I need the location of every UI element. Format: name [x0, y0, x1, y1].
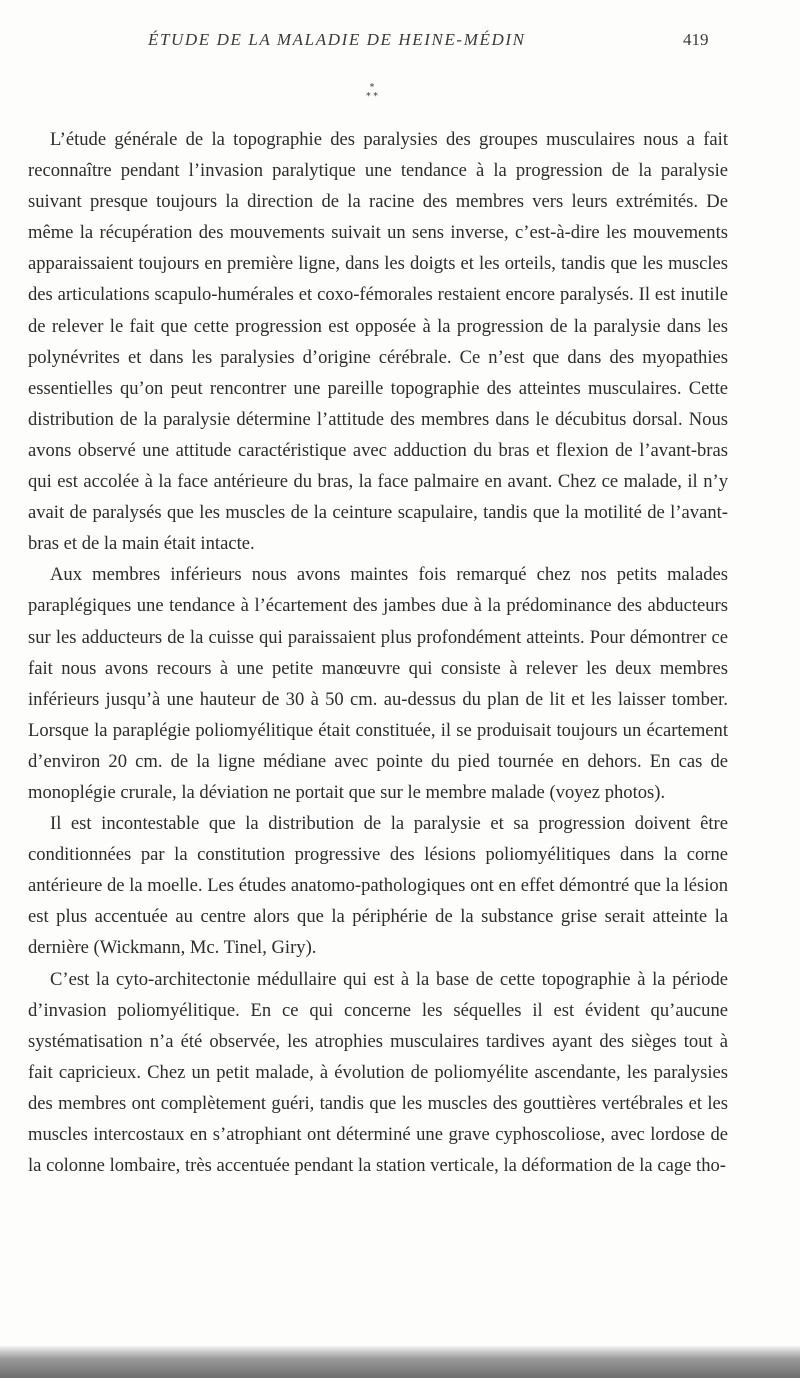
asterism-top: *	[369, 83, 375, 93]
paragraph-cyto-architectonics: C’est la cyto-architectonie médullaire qui est à la base de cette topographie à la période d’invasion poliomyélitique. En ce qui concerne les séquelles il est évident qu’aucune systématisation n’a été observée, les atrophies musculaires tardives ayant des sièges tout à fait capricieux. Chez un petit malade, à évolution de poliomyélite ascendante, les paralysies des membres ont complètement guéri, tandis que les muscles des gouttières vertébrales et les muscles intercostaux en s’atrophiant ont déterminé une grave cyphoscoliose, avec lordose de la colonne lombaire, très accentuée pendant la station verticale, la déformation de la cage tho-	[28, 968, 728, 1177]
page-number: 419	[683, 30, 709, 49]
scan-bottom-edge	[0, 1346, 800, 1378]
asterism-bottom: * *	[366, 92, 378, 102]
asterism-separator	[352, 84, 392, 110]
running-head	[0, 30, 800, 54]
running-title: ÉTUDE DE LA MALADIE DE HEINE-MÉDIN	[148, 30, 526, 49]
paragraph-distribution: Il est incontestable que la distribution de la paralysie et sa progression doivent être conditionnées par la constitution progressive des lésions poliomyélitiques dans la corne antérieure de la moelle. Les études anatomo-pathologiques ont en effet démontré que la lésion est plus accentuée au centre alors que la périphérie de la substance grise serait atteinte la dernière (Wickmann, Mc. Tinel, Giry).	[28, 813, 728, 959]
paragraph-topography: L’étude générale de la topographie des paralysies des groupes musculaires nous a fait reconnaître pendant l’invasion paralytique une tendance à la progression de la paralysie suivant presque toujours la direction de la racine des membres vers leurs extrémités. De même la récupération des mouvements suivait un sens inverse, c’est-à-dire les mouvements apparaissaient toujours en première ligne, dans les doigts et les orteils, tandis que les muscles des articulations scapulo-humérales et coxo-fémorales restaient encore paralysés. Il est inutile de relever le fait que cette progression est opposée à la progression de la paralysie dans les polynévrites et dans les paralysies d’origine cérébrale. Ce n’est que dans des myopathies essentielles qu’on peut rencontrer une pareille topographie des atteintes musculaires. Cette distribution de la paralysie détermine l’attitude des membres dans le décubitus dorsal. Nous avons observé une attitude caractéristique avec adduction du bras et flexion de l’avant-bras qui est accolée à la face antérieure du bras, la face palmaire en avant. Chez ce malade, il n’y avait de paralysés que les muscles de la ceinture scapulaire, tandis que la motilité de l’avant-bras et de la main était intacte.	[28, 129, 728, 555]
body-text	[28, 124, 728, 1181]
paragraph-lower-limbs: Aux membres inférieurs nous avons maintes fois remarqué chez nos petits malades paraplégiques une tendance à l’écartement des jambes due à la prédominance des abducteurs sur les adducteurs de la cuisse qui paraissaient plus profondément atteints. Pour démontrer ce fait nous avons recours à une petite manœuvre qui consiste à relever les deux membres inférieurs jusqu’à une hauteur de 30 à 50 cm. au-dessus du plan de lit et les laisser tomber. Lorsque la paraplégie poliomyélitique était constituée, il se produisait toujours un écartement d’environ 20 cm. de la ligne médiane avec pointe du pied tournée en dehors. En cas de monoplégie crurale, la déviation ne portait que sur le membre malade (voyez photos).	[28, 564, 728, 803]
